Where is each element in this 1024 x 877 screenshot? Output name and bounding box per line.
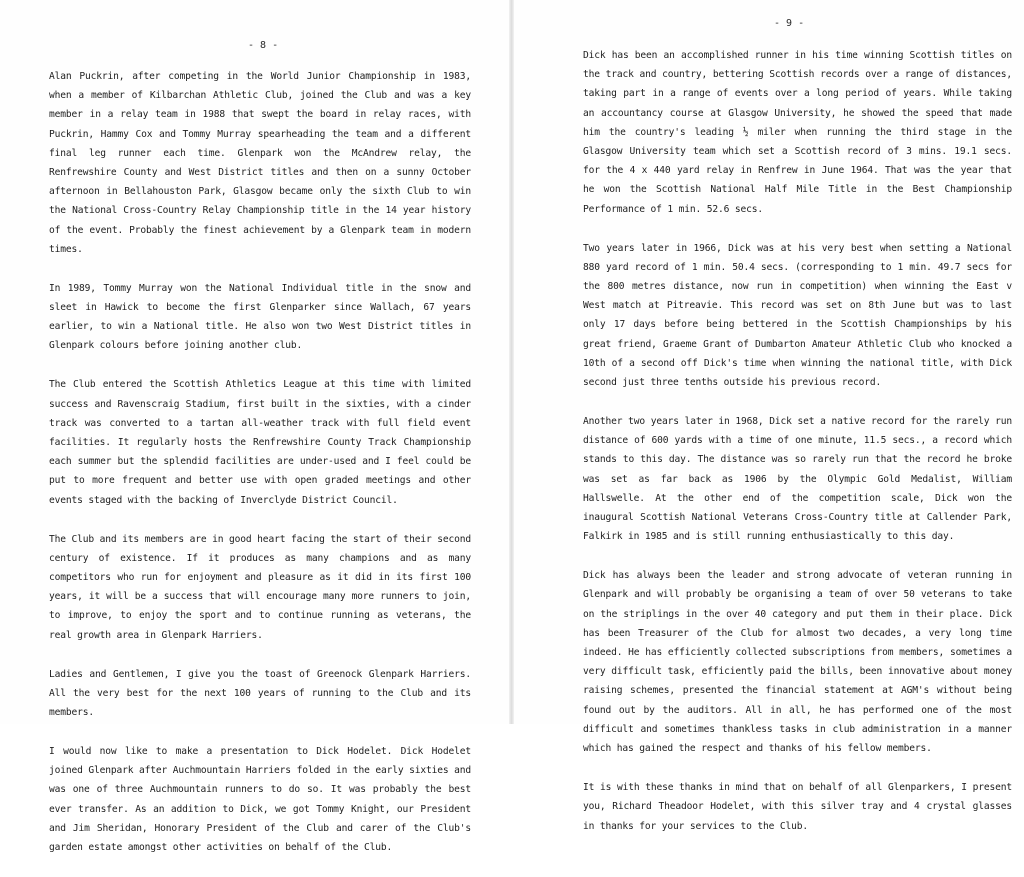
left-page <box>0 0 512 854</box>
page-body <box>49 67 471 877</box>
paragraph: In 1989, Tommy Murray won the National Individual title in the snow and sleet in Hawick to become the first Glenparker since Wallach, 67 years earlier, to win a National title. He also won two West District titles in Glenpark colours before joining another club. <box>49 282 471 352</box>
paragraph: Ladies and Gentlemen, I give you the toast of Greenock Glenpark Harriers. All the very best for the next 100 years of running to the Club and its members. <box>49 668 471 719</box>
paragraph: Another two years later in 1968, Dick set a native record for the rarely run distance of 600 yards with a time of one minute, 11.5 secs., a record which stands to this day. The distance was so rarely run that the record he broke was set as far back as 1906 by the Olympic Gold Medalist, William Hallswelle. At the other end of the competition scale, Dick won the inaugural Scottish National Veterans Cross-Country title at Callender Park, Falkirk in 1985 and is still running enthusiastically to this day. <box>583 416 1012 543</box>
paragraph: The Club entered the Scottish Athletics League at this time with limited success and Ravenscraig Stadium, first built in the sixties, with a cinder track was converted to a tartan all-weather track with full field event facilities. It regularly hosts the Renfrewshire County Track Championship each summer but the splendid facilities are under-used and I feel could be put to more frequent and better use with open graded meetings and other events staged with the backing of Inverclyde District Council. <box>49 379 471 506</box>
paragraph: The Club and its members are in good heart facing the start of their second century of existence. If it produces as many champions and as many competitors who run for enjoyment and pleasure as it did in its first 100 years, it will be a success that will encourage many more runners to join, to improve, to enjoy the sport and to continue running as veterans, the real growth area in Glenpark Harriers. <box>49 533 471 641</box>
paragraph: Alan Puckrin, after competing in the World Junior Championship in 1983, when a member of Kilbarchan Athletic Club, joined the Club and was a key member in a relay team in 1988 that swept the board in relay races, with Puckrin, Hammy Cox and Tommy Murray spearheading the team and a different final leg runner each time. Glenpark won the McAndrew relay, the Renfrewshire County and West District titles and then on a sunny October afternoon in Bellahouston Park, Glasgow became only the sixth Club to win the National Cross-Country Relay Championship title in the 14 year history of the event. Probably the finest achievement by a Glenpark team in modern times. <box>49 71 471 255</box>
page-number: - 8 - <box>248 40 279 51</box>
paragraph: It is with these thanks in mind that on behalf of all Glenparkers, I present you, Richard Theadoor Hodelet, with this silver tray and 4 crystal glasses in thanks for your services to the Club. <box>583 782 1012 832</box>
paragraph: Dick has been an accomplished runner in his time winning Scottish titles on the track and country, bettering Scottish records over a range of distances, taking part in a range of events over a long period of years. While taking an accountancy course at Glasgow University, he showed the speed that made him the country's leading ½ miler when running the third stage in the Glasgow University team which set a Scottish record of 3 mins. 19.1 secs. for the 4 x 440 yard relay in Renfrew in June 1964. That was the year that he won the Scottish National Half Mile Title in the Best Championship Performance of 1 min. 52.6 secs. <box>583 50 1012 215</box>
paragraph: Two years later in 1966, Dick was at his very best when setting a National 880 yard record of 1 min. 50.4 secs. (corresponding to 1 min. 49.7 secs for the 800 metres distance, now run in competition) when winning the East v West match at Pitreavie. This record was set on 8th June but was to last only 17 days before being bettered in the Scottish Championships by his great friend, Graeme Grant of Dumbarton Amateur Athletic Club who knocked a 10th of a second off Dick's time when winning the national title, with Dick second just three tenths outside his previous record. <box>583 242 1012 389</box>
page-body <box>583 46 1012 856</box>
right-page <box>512 0 1024 832</box>
page-number: - 9 - <box>774 18 805 29</box>
paragraph: I would now like to make a presentation to Dick Hodelet. Dick Hodelet joined Glenpark after Auchmountain Harriers folded in the early sixties and was one of three Auchmountain runners to do so. It was probably the best ever transfer. As an addition to Dick, we got Tommy Knight, our President and Jim Sheridan, Honorary President of the Club and carer of the Club's garden estate amongst other activities on behalf of the Club. <box>49 746 471 854</box>
paragraph: Dick has always been the leader and strong advocate of veteran running in Glenpark and will probably be organising a team of over 50 veterans to take on the striplings in the over 40 category and put them in their place. Dick has been Treasurer of the Club for almost two decades, a very long time indeed. He has efficiently collected subscriptions from members, sometimes a very difficult task, efficiently paid the bills, been innovative about money raising schemes, presented the financial statement at AGM's without being found out by the auditors. All in all, he has performed one of the most difficult and sometimes thankless tasks in club administration in a manner which has gained the respect and thanks of his fellow members. <box>583 570 1012 755</box>
